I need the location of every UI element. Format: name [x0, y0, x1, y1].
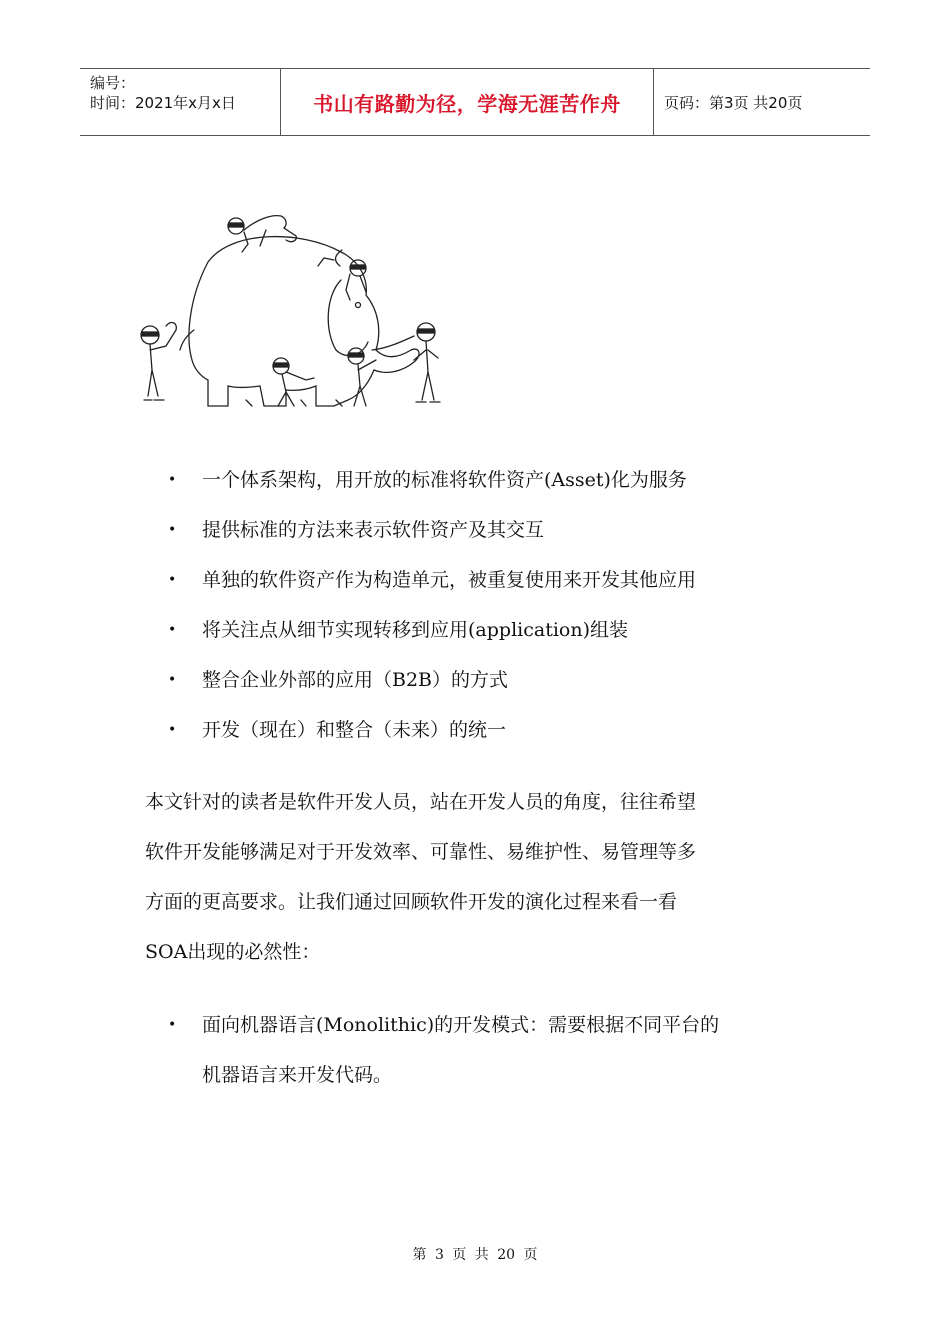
paragraph-line: 本文针对的读者是软件开发人员，站在开发人员的角度，往往希望 — [145, 791, 697, 813]
man-at-leg-figure — [273, 358, 314, 406]
soa-feature-list — [168, 457, 696, 757]
man-on-top-figure — [228, 216, 296, 252]
elephant-body — [189, 237, 419, 406]
bullet-marker: • — [168, 522, 177, 538]
list-item-text: 面向机器语言(Monolithic)的开发模式：需要根据不同平台的 机器语言来开发代码。 — [202, 1014, 720, 1086]
date-label: 时间：2021年x月x日 — [90, 94, 236, 112]
header-page-info: 页码：第3页 共20页 — [664, 93, 803, 112]
bullet-marker: • — [168, 572, 177, 588]
bullet-marker: • — [168, 1017, 177, 1033]
bullet-marker: • — [168, 672, 177, 688]
blind-men-elephant-illustration — [136, 200, 450, 415]
elephant-eye — [356, 303, 361, 308]
paragraph-line: SOA出现的必然性： — [145, 941, 321, 963]
list-item: • 开发（现在）和整合（未来）的统一 — [168, 707, 696, 757]
man-at-ear-figure — [318, 250, 366, 300]
body-paragraph — [145, 777, 825, 977]
number-label: 编号： — [90, 74, 136, 92]
list-item: • 一个体系架构，用开放的标准将软件资产(Asset)化为服务 — [168, 457, 696, 507]
list-item: • 将关注点从细节实现转移到应用(application)组装 — [168, 607, 696, 657]
list-item: • 整合企业外部的应用（B2B）的方式 — [168, 657, 696, 707]
page-footer: 第 3 页 共 20 页 — [412, 1247, 538, 1263]
header-meta — [80, 69, 281, 135]
bullet-marker: • — [168, 622, 177, 638]
paragraph-line: 软件开发能够满足对于开发效率、可靠性、易维护性、易管理等多 — [145, 841, 697, 863]
man-at-trunk-figure — [414, 323, 440, 402]
man-at-tail-figure — [141, 323, 176, 400]
list-item: • 单独的软件资产作为构造单元，被重复使用来开发其他应用 — [168, 557, 696, 607]
elephant-ear — [328, 280, 368, 356]
page-header — [80, 68, 870, 136]
header-motto: 书山有路勤为径，学海无涯苦作舟 — [281, 69, 654, 135]
list-item: • 提供标准的方法来表示软件资产及其交互 — [168, 507, 696, 557]
paragraph-line: 方面的更高要求。让我们通过回顾软件开发的演化过程来看一看 — [145, 891, 678, 913]
bullet-marker: • — [168, 722, 177, 738]
bullet-marker: • — [168, 472, 177, 488]
elephant-tail — [180, 330, 194, 350]
list-item — [168, 1000, 828, 1100]
